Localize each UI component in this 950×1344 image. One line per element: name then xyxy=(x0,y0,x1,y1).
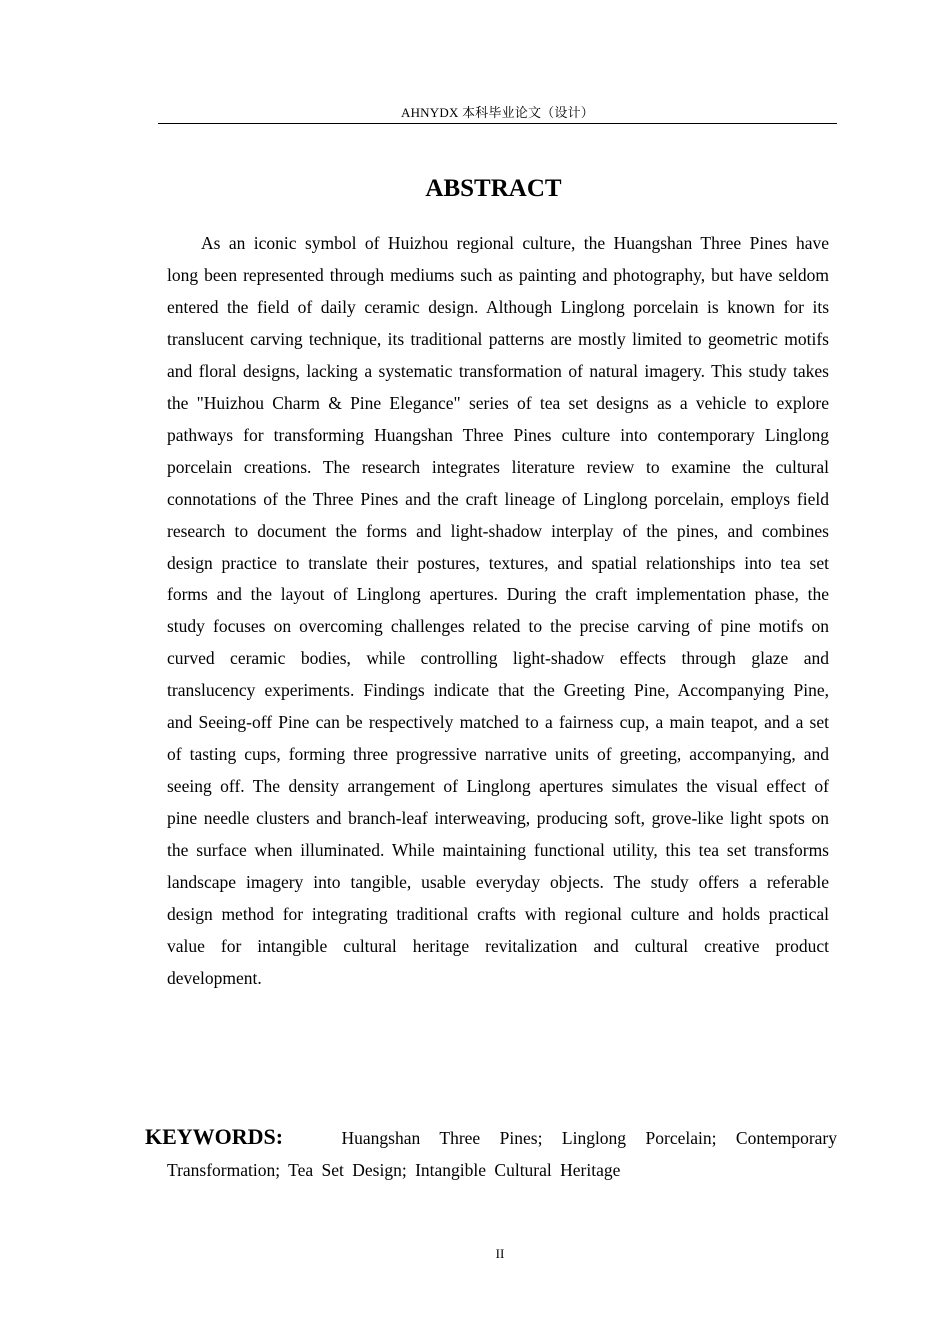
keywords-first-line xyxy=(145,1121,837,1154)
abstract-body: As an iconic symbol of Huizhou regional culture, the Huangshan Three Pines have long been represented through mediums such as painting and photography, but have seldom entered the field of daily ceramic design. Although Linglong porcelain is known for its translucent carving technique, its traditional patterns are mostly limited to geometric motifs and floral designs, lacking a systematic transformation of natural imagery. This study takes the "Huizhou Charm & Pine Elegance" series of tea set designs as a vehicle to explore pathways for transforming Huangshan Three Pines culture into contemporary Linglong porcelain creations. The research integrates literature review to examine the cultural connotations of the Three Pines and the craft lineage of Linglong porcelain, employs field research to document the forms and light-shadow interplay of the pines, and combines design practice to translate their postures, textures, and spatial relationships into tea set forms and the layout of Linglong apertures. During the craft implementation phase, the study focuses on overcoming challenges related to the precise carving of pine motifs on curved ceramic bodies, while controlling light-shadow effects through glaze and translucency experiments. Findings indicate that the Greeting Pine, Accompanying Pine, and Seeing-off Pine can be respectively matched to a fairness cup, a main teapot, and a set of tasting cups, forming three progressive narrative units of greeting, accompanying, and seeing off. The density arrangement of Linglong apertures simulates the visual effect of pine needle clusters and branch-leaf interweaving, producing soft, grove-like light spots on the surface when illuminated. While maintaining functional utility, this tea set transforms landscape imagery into tangible, usable everyday objects. The study offers a referable design method for integrating traditional crafts with regional culture and holds practical value for intangible cultural heritage revitalization and cultural creative product development. xyxy=(167,233,829,988)
keywords-label: KEYWORDS: xyxy=(145,1124,284,1149)
keywords-section xyxy=(145,1121,837,1186)
header-rule xyxy=(158,123,837,124)
abstract-heading: ABSTRACT xyxy=(425,175,562,202)
page-number: II xyxy=(495,1246,505,1261)
running-header: AHNYDX 本科毕业论文（设计） xyxy=(401,105,594,120)
keywords-text-line2: Transformation; Tea Set Design; Intangible Cultural Heritage xyxy=(167,1160,621,1180)
keywords-text-line1: Huangshan Three Pines; Linglong Porcelain; Contemporary xyxy=(341,1128,838,1148)
